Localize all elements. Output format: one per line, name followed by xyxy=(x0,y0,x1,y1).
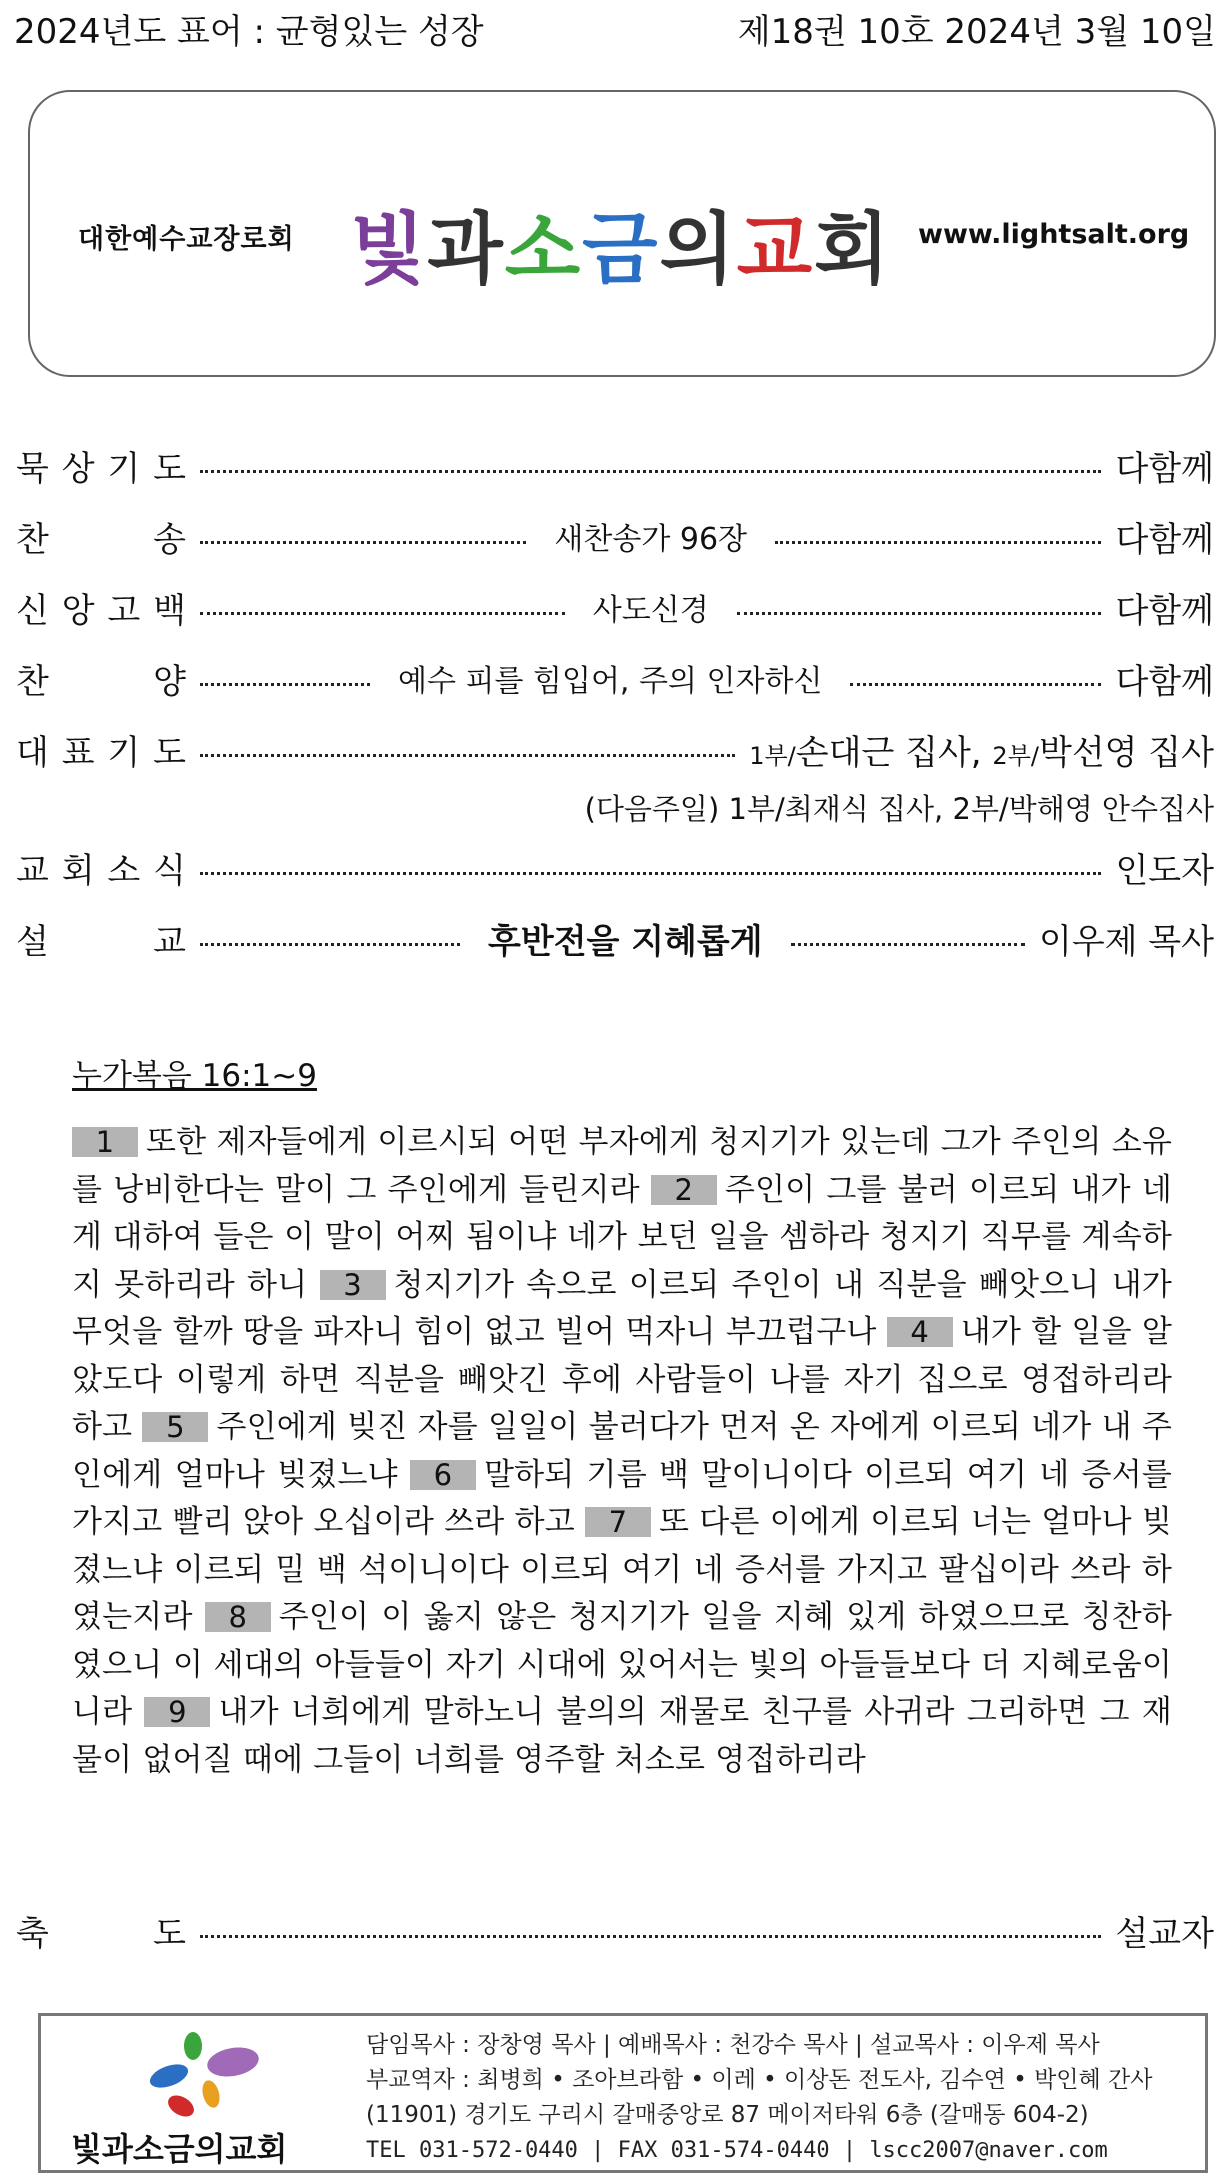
leader-dots xyxy=(737,612,1102,615)
leader-dots xyxy=(200,541,526,544)
logo-char-4: 금 xyxy=(582,205,660,295)
footer-church-name: 빛과소금의교회 xyxy=(71,2130,288,2168)
footer-details xyxy=(366,2028,1152,2168)
order-label: 설 교 xyxy=(16,921,186,962)
sermon-title: 후반전을 지혜롭게 xyxy=(488,921,763,962)
verse-number: 8 xyxy=(205,1602,271,1632)
website-url[interactable]: www.lightsalt.org xyxy=(918,219,1190,250)
church-emblem-icon xyxy=(141,2024,281,2124)
verse-text: 주인이 이 옳지 않은 청지기가 일을 지혜 있게 하였으므로 칭찬하였으니 이 세대의 아들들이 자기 시대에 있어서는 빛의 아들들보다 더 지혜로움이니라 xyxy=(72,1599,1173,1730)
order-leader: 설교자 xyxy=(1115,1913,1214,1954)
leader-dots xyxy=(775,541,1101,544)
order-item-benediction xyxy=(16,1905,1214,1955)
order-leader: 다함께 xyxy=(1115,590,1214,631)
order-item-silent-prayer xyxy=(16,440,1214,490)
order-item-representative-prayer xyxy=(16,724,1214,774)
order-item-announcements xyxy=(16,842,1214,892)
order-leader: 다함께 xyxy=(1115,448,1214,489)
order-item-sermon xyxy=(16,913,1214,963)
order-label: 찬 송 xyxy=(16,519,186,560)
leader-dots xyxy=(200,872,1101,875)
order-label: 묵 상 기 도 xyxy=(16,448,186,489)
leader-dots xyxy=(200,470,1101,473)
verse-number: 4 xyxy=(887,1317,953,1347)
order-label: 대 표 기 도 xyxy=(16,732,186,773)
verse-text: 주인에게 빚진 자를 일일이 불러다가 먼저 온 자에게 이르되 네가 내 주인에게 얼마나 빚졌느냐 xyxy=(72,1409,1172,1493)
verse-text: 내가 너희에게 말하노니 불의의 재물로 친구를 사귀라 그리하면 그 재물이 없어질 때에 그들이 너희를 영주할 처소로 영접하리라 xyxy=(72,1694,1172,1778)
logo-char-6: 교 xyxy=(736,205,815,295)
footer-staff: 부교역자 : 최병희 • 조아브라함 • 이레 • 이상돈 전도사, 김수연 • 박인혜 간사 xyxy=(366,2067,1153,2093)
order-item-creed xyxy=(16,582,1214,632)
logo-char-2: 과 xyxy=(427,205,505,295)
verse-number: 5 xyxy=(142,1412,208,1442)
order-leader: 1부/손대근 집사, 2부/박선영 집사 xyxy=(749,732,1214,773)
order-leader: 다함께 xyxy=(1115,661,1214,702)
verse-text: 내가 할 일을 알았도다 이렇게 하면 직분을 빼앗긴 후에 사람들이 나를 자기 집으로 영접하리라 하고 xyxy=(72,1314,1172,1445)
leader-dots xyxy=(850,683,1101,686)
leader-dots xyxy=(200,683,370,686)
order-label: 축 도 xyxy=(16,1913,186,1954)
scripture-text xyxy=(72,1119,1172,1784)
verse-text: 또 다른 이에게 이르되 너는 얼마나 빚졌느냐 이르되 밀 백 석이니이다 이르되 여기 네 증서를 가지고 팔십이라 쓰라 하였는지라 xyxy=(72,1504,1172,1635)
footer-contact: TEL 031-572-0440 | FAX 031-574-0440 | lscc2007@naver.com xyxy=(366,2138,1108,2163)
order-label: 교 회 소 식 xyxy=(16,850,186,891)
scripture-reference: 누가복음 16:1~9 xyxy=(72,1058,317,1094)
logo-char-3: 소 xyxy=(504,205,583,295)
scripture-section xyxy=(72,1050,1172,1784)
church-logo-banner xyxy=(28,90,1216,377)
leader-dots xyxy=(200,754,735,757)
logo-char-1: 빛 xyxy=(350,205,428,295)
verse-text: 또한 제자들에게 이르시되 어떤 부자에게 청지기가 있는데 그가 주인의 소유를 낭비한다는 말이 그 주인에게 들린지라 xyxy=(72,1124,1172,1208)
order-label: 찬 양 xyxy=(16,661,186,702)
denomination-label: 대한예수교장로회 xyxy=(78,224,295,255)
verse-number: 7 xyxy=(585,1507,651,1537)
verse-number: 9 xyxy=(144,1697,210,1727)
order-item-hymn xyxy=(16,511,1214,561)
verse-number: 2 xyxy=(651,1175,717,1205)
issue-date: 제18권 10호 2024년 3월 10일 xyxy=(737,11,1216,52)
order-content: 새찬송가 96장 xyxy=(554,522,748,557)
verse-text: 청지기가 속으로 이르되 주인이 내 직분을 빼앗으니 내가 무엇을 할까 땅을 파자니 힘이 없고 빌어 먹자니 부끄럽구나 xyxy=(72,1266,1172,1350)
order-leader: 이우제 목사 xyxy=(1038,921,1214,962)
bulletin-header xyxy=(14,6,1216,50)
footer-address: (11901) 경기도 구리시 갈매중앙로 87 메이저타워 6층 (갈매동 604-2) xyxy=(366,2102,1089,2128)
next-week-prayer: (다음주일) 1부/최재식 집사, 2부/박해영 안수집사 xyxy=(584,792,1214,826)
verse-number: 6 xyxy=(410,1460,476,1490)
verse-number: 3 xyxy=(320,1270,386,1300)
year-motto: 2024년도 표어 : 균형있는 성장 xyxy=(14,11,484,52)
order-label: 신 앙 고 백 xyxy=(16,590,186,631)
order-item-praise xyxy=(16,653,1214,703)
verse-text: 말하되 기름 백 말이니이다 이르되 여기 네 증서를 가지고 빨리 앉아 오십이라 쓰라 하고 xyxy=(72,1456,1172,1540)
order-content: 예수 피를 힘입어, 주의 인자하신 xyxy=(398,664,823,699)
logo-char-5: 의 xyxy=(659,205,737,295)
order-content: 사도신경 xyxy=(592,593,709,628)
verse-number: 1 xyxy=(72,1127,138,1157)
verse-text: 주인이 그를 불러 이르되 내가 네게 대하여 들은 이 말이 어찌 됨이냐 네가 보던 일을 셈하라 청지기 직무를 계속하지 못하리라 하니 xyxy=(72,1171,1172,1303)
order-leader: 인도자 xyxy=(1115,850,1214,891)
leader-dots xyxy=(791,943,1025,946)
footer-pastors: 담임목사 : 장창영 목사 | 예배목사 : 천강수 목사 | 설교목사 : 이우제 목사 xyxy=(366,2032,1100,2058)
church-logotype xyxy=(350,187,892,299)
leader-dots xyxy=(200,1935,1101,1938)
church-info-footer xyxy=(38,2013,1208,2173)
leader-dots xyxy=(200,943,460,946)
leader-dots xyxy=(200,612,565,615)
logo-char-7: 회 xyxy=(814,205,892,295)
order-leader: 다함께 xyxy=(1115,519,1215,560)
